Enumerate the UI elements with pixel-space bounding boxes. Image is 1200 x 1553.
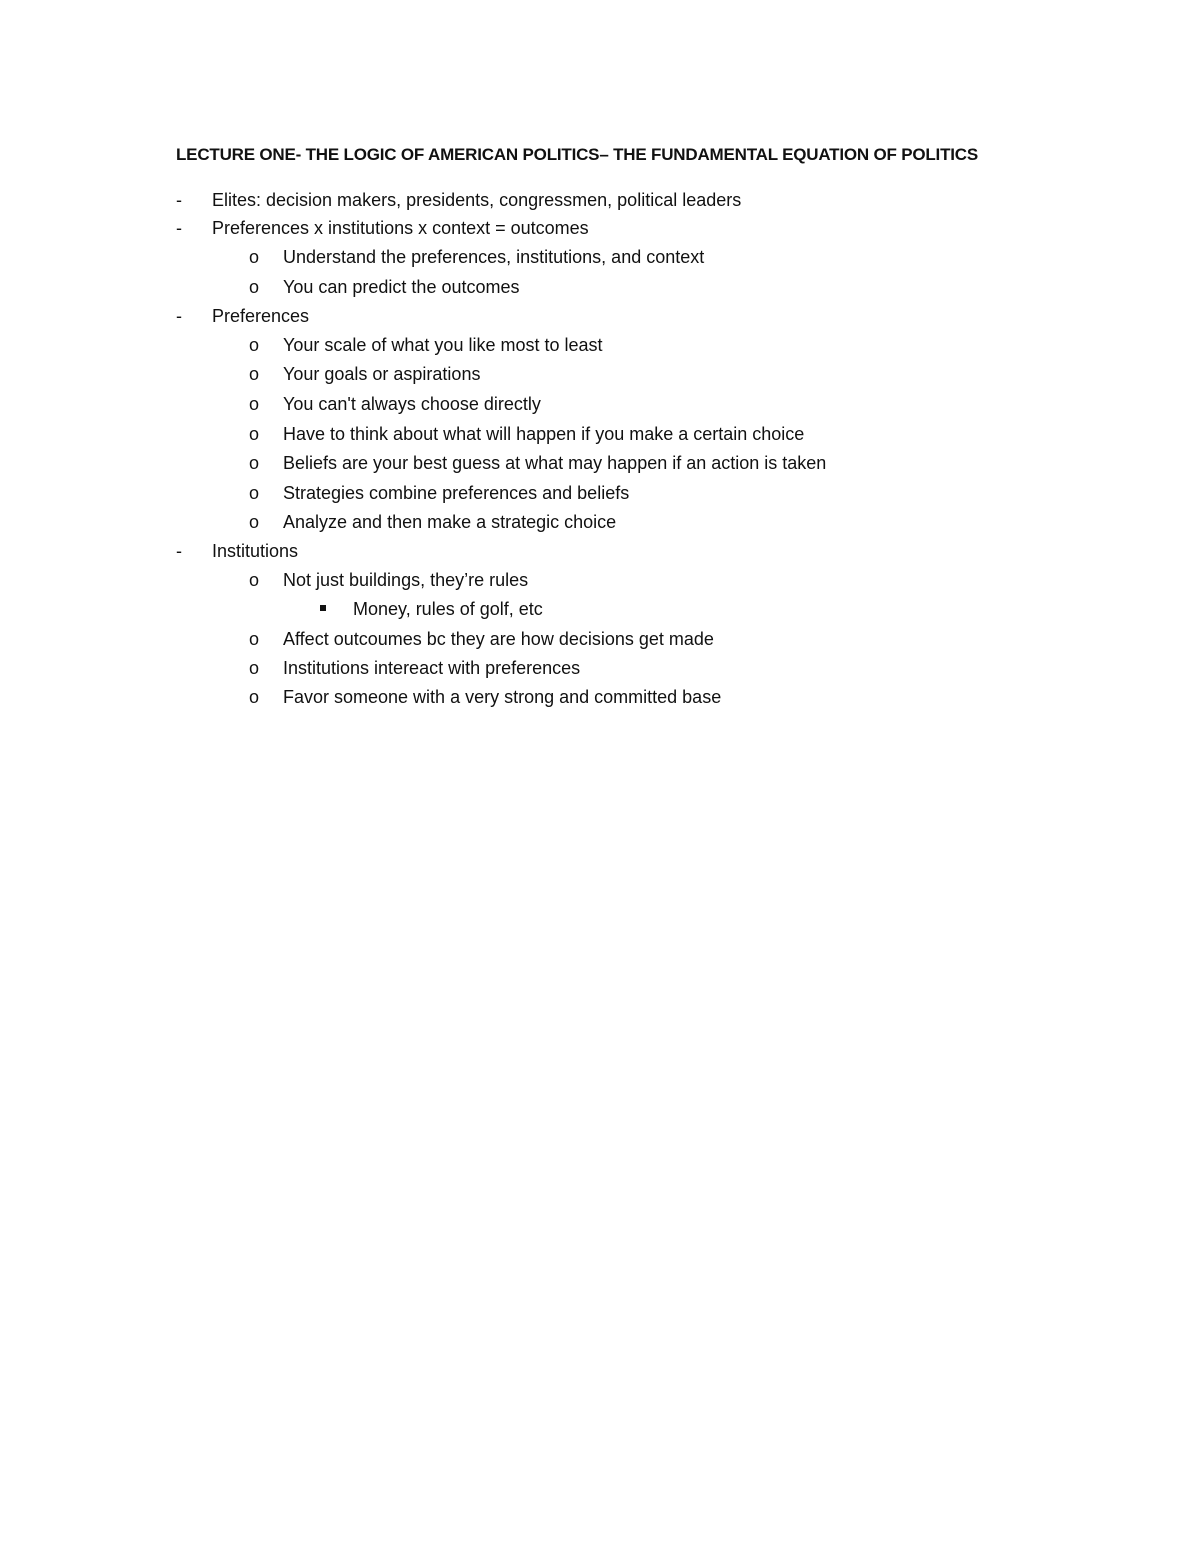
list-item: Institutions intereact with preferences [283, 658, 581, 678]
list-item: Elites: decision makers, presidents, congressmen, political leaders [212, 190, 742, 210]
list-item: Affect outcoumes bc they are how decisions get made [283, 629, 714, 649]
circle-bullet: o [249, 483, 260, 503]
list-item: Have to think about what will happen if you make a certain choice [283, 424, 805, 444]
circle-bullet: o [249, 687, 260, 707]
list-item: Preferences x institutions x context = outcomes [212, 218, 589, 238]
circle-bullet: o [249, 247, 260, 267]
circle-bullet: o [249, 424, 260, 444]
list-item: You can predict the outcomes [283, 277, 520, 297]
dash-bullet: - [176, 306, 182, 326]
list-item: Beliefs are your best guess at what may happen if an action is taken [283, 453, 827, 473]
dash-bullet: - [176, 541, 182, 561]
circle-bullet: o [249, 335, 260, 355]
lecture-title: LECTURE ONE- THE LOGIC OF AMERICAN POLITICS– THE FUNDAMENTAL EQUATION OF POLITICS [176, 145, 978, 164]
dash-bullet: - [176, 218, 182, 238]
list-item: Analyze and then make a strategic choice [283, 512, 617, 532]
list-item: Money, rules of golf, etc [353, 599, 543, 619]
list-item: Strategies combine preferences and beliefs [283, 483, 630, 503]
circle-bullet: o [249, 277, 260, 297]
circle-bullet: o [249, 453, 260, 473]
circle-bullet: o [249, 570, 260, 590]
list-item: Your goals or aspirations [283, 364, 481, 384]
circle-bullet: o [249, 629, 260, 649]
circle-bullet: o [249, 512, 260, 532]
square-bullet-icon [320, 605, 326, 611]
dash-bullet: - [176, 190, 182, 210]
list-item: Preferences [212, 306, 310, 326]
circle-bullet: o [249, 394, 260, 414]
circle-bullet: o [249, 658, 260, 678]
list-item: Not just buildings, they’re rules [283, 570, 529, 590]
list-item: Favor someone with a very strong and committed base [283, 687, 722, 707]
list-item: Institutions [212, 541, 299, 561]
list-item: You can't always choose directly [283, 394, 541, 414]
list-item: Understand the preferences, institutions, and context [283, 247, 705, 267]
circle-bullet: o [249, 364, 260, 384]
list-item: Your scale of what you like most to least [283, 335, 603, 355]
